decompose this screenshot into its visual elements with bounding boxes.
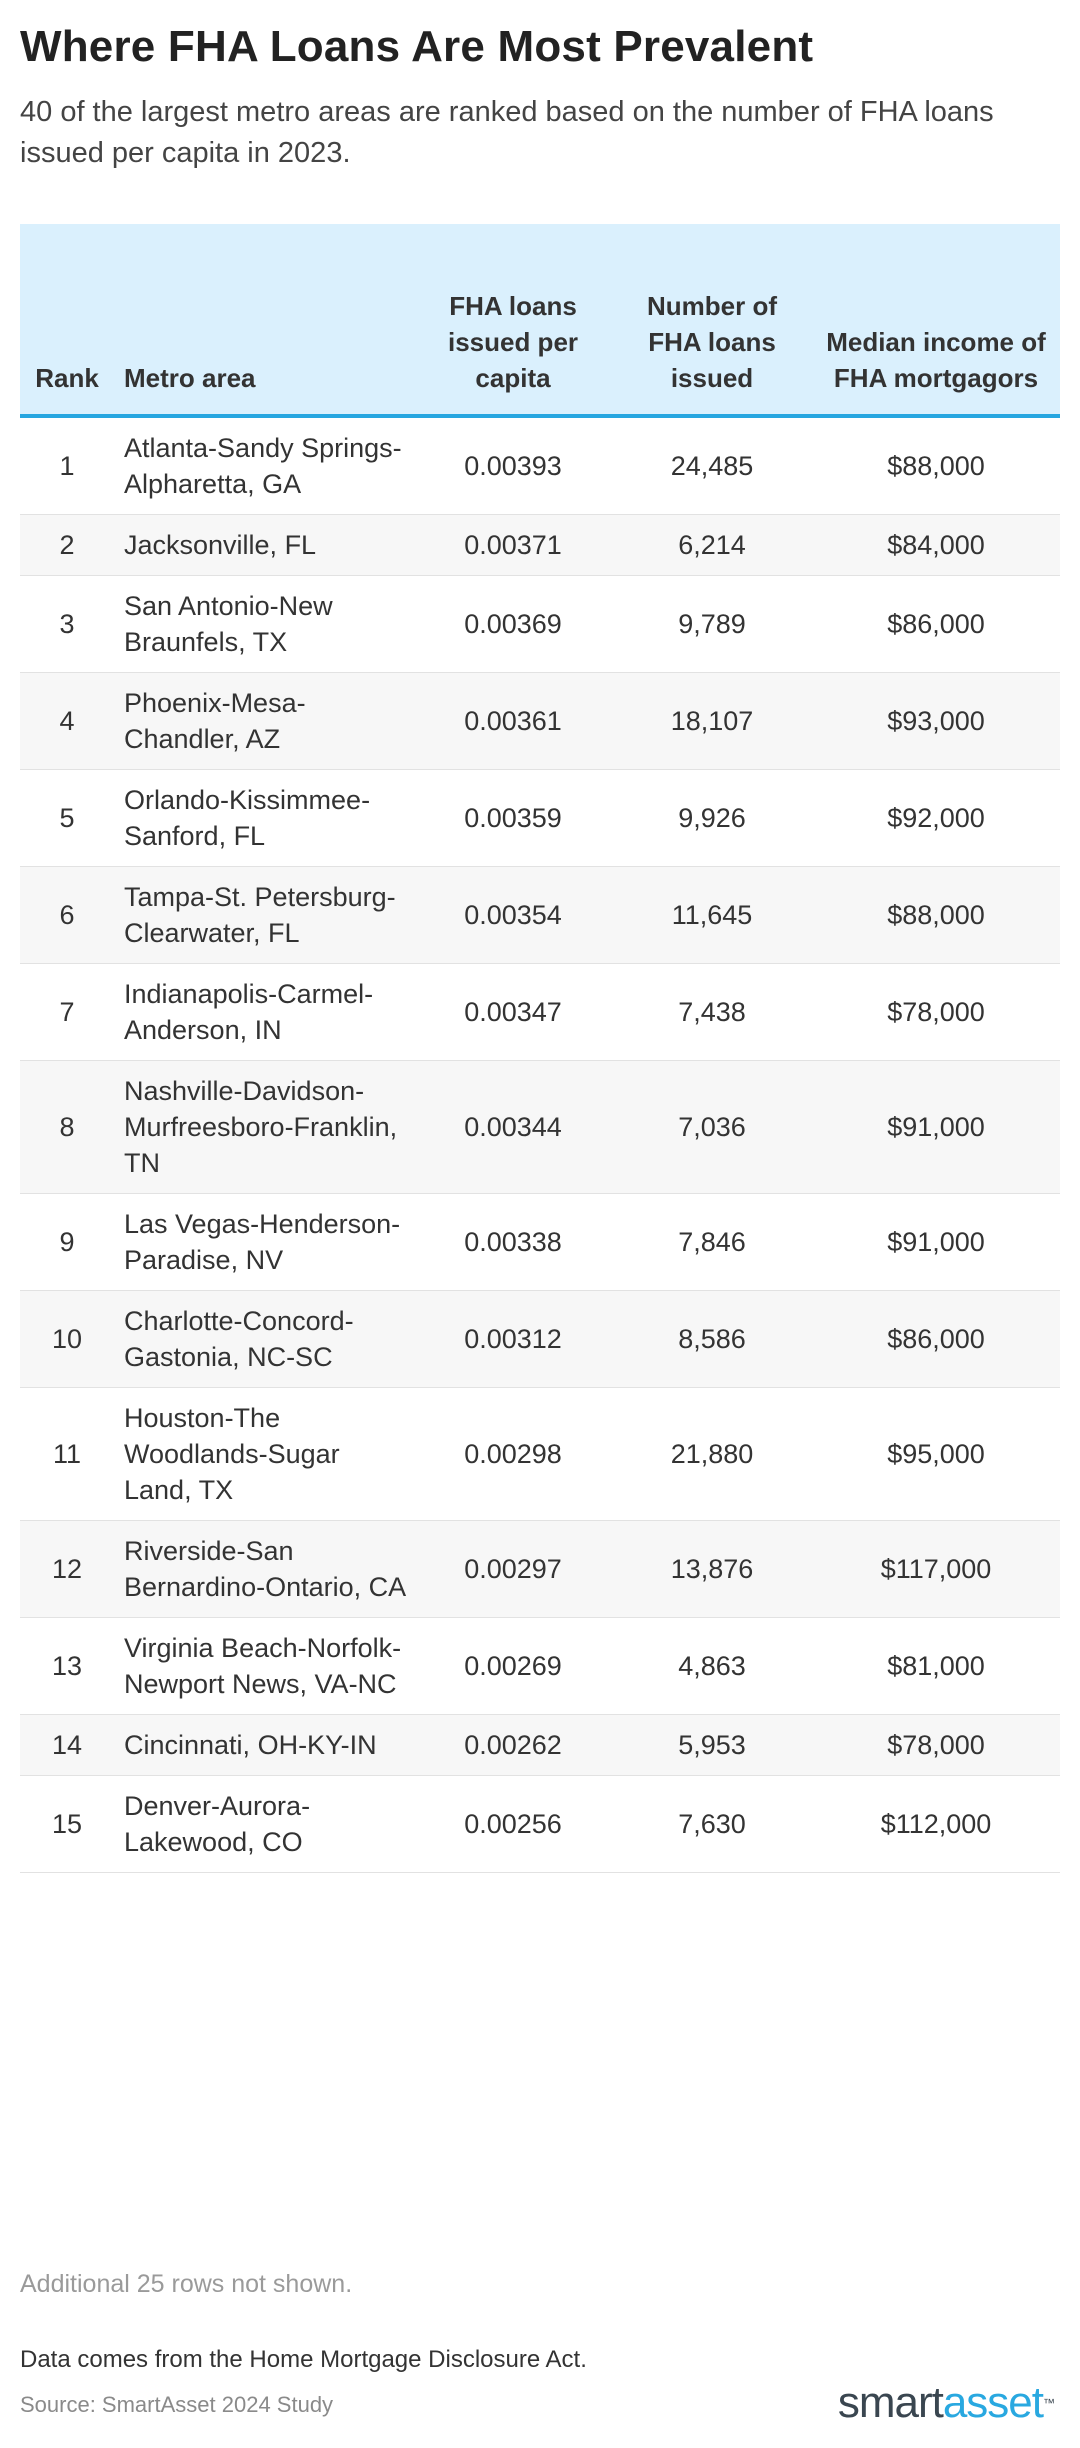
rank-cell: 12 — [20, 1521, 114, 1618]
table-row — [20, 867, 1060, 964]
column-header-rank: Rank — [20, 224, 114, 416]
median-income-cell: $91,000 — [812, 1061, 1060, 1194]
rank-cell: 3 — [20, 576, 114, 673]
metro-area-cell: Atlanta-Sandy Springs-Alpharetta, GA — [114, 416, 414, 515]
rank-cell: 7 — [20, 964, 114, 1061]
table-row — [20, 576, 1060, 673]
metro-area-cell: Denver-Aurora-Lakewood, CO — [114, 1776, 414, 1873]
median-income-cell: $81,000 — [812, 1618, 1060, 1715]
loan-count-cell: 18,107 — [612, 673, 812, 770]
loan-count-cell: 7,846 — [612, 1194, 812, 1291]
per-capita-cell: 0.00369 — [414, 576, 612, 673]
rank-cell: 5 — [20, 770, 114, 867]
metro-area-cell: Charlotte-Concord-Gastonia, NC-SC — [114, 1291, 414, 1388]
rank-cell: 11 — [20, 1388, 114, 1521]
median-income-cell: $78,000 — [812, 964, 1060, 1061]
metro-area-cell: Nashville-Davidson-Murfreesboro-Franklin, TN — [114, 1061, 414, 1194]
per-capita-cell: 0.00359 — [414, 770, 612, 867]
median-income-cell: $88,000 — [812, 867, 1060, 964]
metro-area-cell: San Antonio-New Braunfels, TX — [114, 576, 414, 673]
per-capita-cell: 0.00338 — [414, 1194, 612, 1291]
metro-area-cell: Orlando-Kissimmee-Sanford, FL — [114, 770, 414, 867]
table-row — [20, 1291, 1060, 1388]
data-table — [20, 224, 1060, 1873]
median-income-cell: $112,000 — [812, 1776, 1060, 1873]
smartasset-logo: smartasset™ — [837, 2378, 1054, 2427]
rank-cell: 14 — [20, 1715, 114, 1776]
data-note: Data comes from the Home Mortgage Disclosure Act. — [20, 2346, 587, 2373]
per-capita-cell: 0.00393 — [414, 416, 612, 515]
table-row — [20, 1715, 1060, 1776]
rank-cell: 15 — [20, 1776, 114, 1873]
per-capita-cell: 0.00269 — [414, 1618, 612, 1715]
loan-count-cell: 7,438 — [612, 964, 812, 1061]
metro-area-cell: Phoenix-Mesa-Chandler, AZ — [114, 673, 414, 770]
table-row — [20, 416, 1060, 515]
per-capita-cell: 0.00256 — [414, 1776, 612, 1873]
rank-cell: 8 — [20, 1061, 114, 1194]
loan-count-cell: 4,863 — [612, 1618, 812, 1715]
loan-count-cell: 6,214 — [612, 515, 812, 576]
median-income-cell: $88,000 — [812, 416, 1060, 515]
loan-count-cell: 21,880 — [612, 1388, 812, 1521]
table-row — [20, 1618, 1060, 1715]
table-row — [20, 964, 1060, 1061]
loan-count-cell: 9,926 — [612, 770, 812, 867]
per-capita-cell: 0.00347 — [414, 964, 612, 1061]
metro-area-cell: Houston-The Woodlands-Sugar Land, TX — [114, 1388, 414, 1521]
rank-cell: 9 — [20, 1194, 114, 1291]
loan-count-cell: 11,645 — [612, 867, 812, 964]
metro-area-cell: Las Vegas-Henderson-Paradise, NV — [114, 1194, 414, 1291]
median-income-cell: $86,000 — [812, 1291, 1060, 1388]
source-note: Source: SmartAsset 2024 Study — [20, 2392, 334, 2417]
median-income-cell: $78,000 — [812, 1715, 1060, 1776]
table-row — [20, 1388, 1060, 1521]
rank-cell: 1 — [20, 416, 114, 515]
rank-cell: 6 — [20, 867, 114, 964]
per-capita-cell: 0.00297 — [414, 1521, 612, 1618]
loan-count-cell: 24,485 — [612, 416, 812, 515]
loan-count-cell: 8,586 — [612, 1291, 812, 1388]
median-income-cell: $93,000 — [812, 673, 1060, 770]
per-capita-cell: 0.00312 — [414, 1291, 612, 1388]
loan-count-cell: 5,953 — [612, 1715, 812, 1776]
metro-area-cell: Riverside-San Bernardino-Ontario, CA — [114, 1521, 414, 1618]
per-capita-cell: 0.00262 — [414, 1715, 612, 1776]
rank-cell: 13 — [20, 1618, 114, 1715]
table-row — [20, 515, 1060, 576]
median-income-cell: $86,000 — [812, 576, 1060, 673]
chart-title: Where FHA Loans Are Most Prevalent — [20, 22, 814, 71]
per-capita-cell: 0.00298 — [414, 1388, 612, 1521]
median-income-cell: $91,000 — [812, 1194, 1060, 1291]
column-header-loan-count: Number of FHA loans issued — [612, 224, 812, 416]
table-row — [20, 1521, 1060, 1618]
table-row — [20, 1061, 1060, 1194]
column-header-metro-area: Metro area — [114, 224, 414, 416]
metro-area-cell: Indianapolis-Carmel-Anderson, IN — [114, 964, 414, 1061]
chart-subtitle: 40 of the largest metro areas are ranked based on the number of FHA loans issued per capita in 2023. — [20, 96, 994, 169]
header-row — [20, 224, 1060, 416]
metro-area-cell: Jacksonville, FL — [114, 515, 414, 576]
table-row — [20, 1194, 1060, 1291]
rows-not-shown-note: Additional 25 rows not shown. — [20, 2270, 353, 2298]
median-income-cell: $92,000 — [812, 770, 1060, 867]
table-body — [20, 416, 1060, 1873]
per-capita-cell: 0.00344 — [414, 1061, 612, 1194]
table-row — [20, 770, 1060, 867]
loan-count-cell: 7,630 — [612, 1776, 812, 1873]
median-income-cell: $84,000 — [812, 515, 1060, 576]
loan-count-cell: 7,036 — [612, 1061, 812, 1194]
table-row — [20, 1776, 1060, 1873]
rank-cell: 2 — [20, 515, 114, 576]
column-header-median-income: Median income of FHA mortgagors — [812, 224, 1060, 416]
metro-area-cell: Cincinnati, OH-KY-IN — [114, 1715, 414, 1776]
table-row — [20, 673, 1060, 770]
median-income-cell: $95,000 — [812, 1388, 1060, 1521]
loan-count-cell: 9,789 — [612, 576, 812, 673]
rank-cell: 4 — [20, 673, 114, 770]
per-capita-cell: 0.00371 — [414, 515, 612, 576]
metro-area-cell: Virginia Beach-Norfolk-Newport News, VA-NC — [114, 1618, 414, 1715]
per-capita-cell: 0.00361 — [414, 673, 612, 770]
rank-cell: 10 — [20, 1291, 114, 1388]
median-income-cell: $117,000 — [812, 1521, 1060, 1618]
metro-area-cell: Tampa-St. Petersburg-Clearwater, FL — [114, 867, 414, 964]
column-header-per-capita: FHA loans issued per capita — [414, 224, 612, 416]
per-capita-cell: 0.00354 — [414, 867, 612, 964]
loan-count-cell: 13,876 — [612, 1521, 812, 1618]
